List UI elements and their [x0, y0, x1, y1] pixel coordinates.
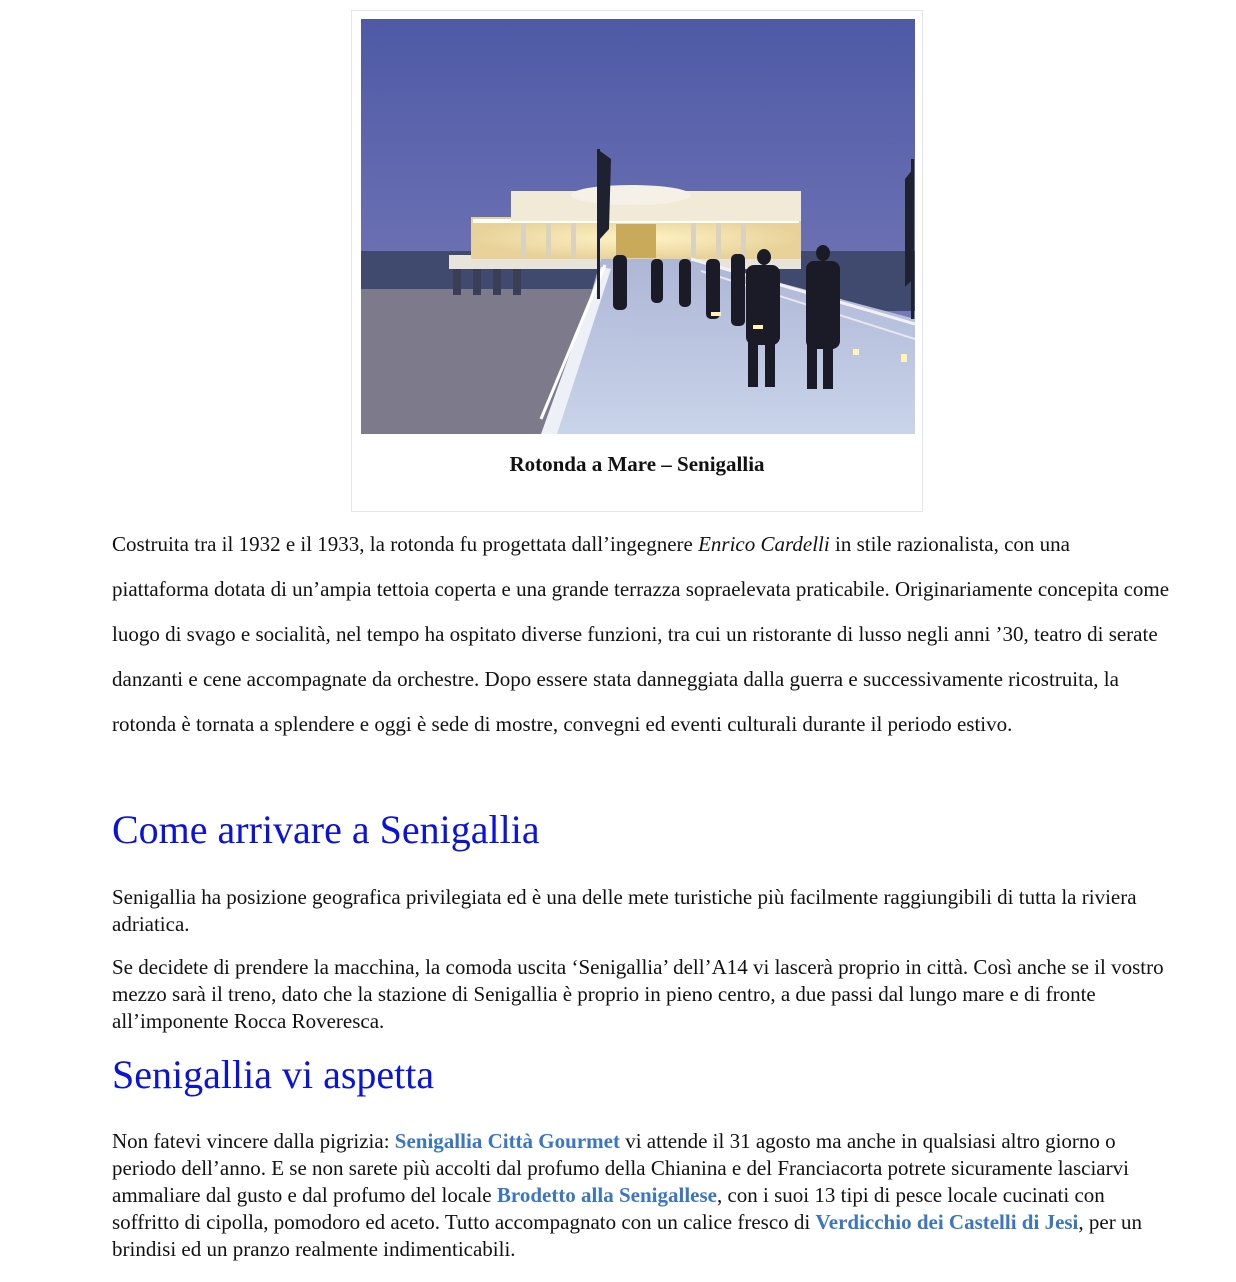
- wait-paragraph: Non fatevi vincere dalla pigrizia: Senigallia Città Gourmet vi attende il 31 agosto ma anche in qualsiasi altro giorno o periodo dell’anno. E se non sarete più accolti dal profumo della Chianina e del Franciacorta potrete sicuramente lasciarvi ammaliare dal gusto e dal profumo del locale Brodetto alla Senigallese, con i suoi 13 tipi di pesce locale cucinati con soffritto di cipolla, pomodoro ed aceto. Tutto accompagnato con un calice fresco di Verdicchio dei Castelli di Jesi, per un brindisi ed un pranzo realmente indimenticabili.: [112, 1129, 1142, 1261]
- arrive-paragraph-2: Se decidete di prendere la macchina, la comoda uscita ‘Senigallia’ dell’A14 vi lascerà proprio in città. Così anche se il vostro mezzo sarà il treno, dato che la stazione di Senigallia è proprio in pieno centro, a due passi dal lungo mare e di fronte all’imponente Rocca Roveresca.: [112, 955, 1164, 1033]
- link-brodetto[interactable]: Brodetto alla Senigallese: [496, 1183, 717, 1207]
- link-citta-gourmet[interactable]: Senigallia Città Gourmet: [394, 1129, 620, 1153]
- image-figure: [351, 10, 923, 512]
- arrive-paragraph-1: Senigallia ha posizione geografica privilegiata ed è una delle mete turistiche più facilmente raggiungibili di tutta la riviera adriatica.: [112, 885, 1137, 936]
- link-verdicchio[interactable]: Verdicchio dei Castelli di Jesi: [815, 1210, 1079, 1234]
- image-caption: Rotonda a Mare – Senigallia: [509, 452, 765, 476]
- heading-senigallia-vi-aspetta: Senigallia vi aspetta: [112, 1052, 435, 1097]
- intro-paragraph: Costruita tra il 1932 e il 1933, la rotonda fu progettata dall’ingegnere Enrico Cardelli in stile razionalista, con una piattaforma dotata di un’ampia tettoia coperta e una grande terrazza sopraelevata praticabile. Originariamente concepita come luogo di svago e socialità, nel tempo ha ospitato diverse funzioni, tra cui un ristorante di lusso negli anni ’30, teatro di serate danzanti e cene accompagnate da orchestre. Dopo essere stata danneggiata dalla guerra e successivamente ricostruita, la rotonda è tornata a splendere e oggi è sede di mostre, convegni ed eventi culturali durante il periodo estivo.: [112, 532, 1170, 736]
- heading-come-arrivare: Come arrivare a Senigallia: [112, 807, 540, 852]
- rotonda-photo: [361, 19, 915, 434]
- engineer-name: Enrico Cardelli: [698, 532, 830, 556]
